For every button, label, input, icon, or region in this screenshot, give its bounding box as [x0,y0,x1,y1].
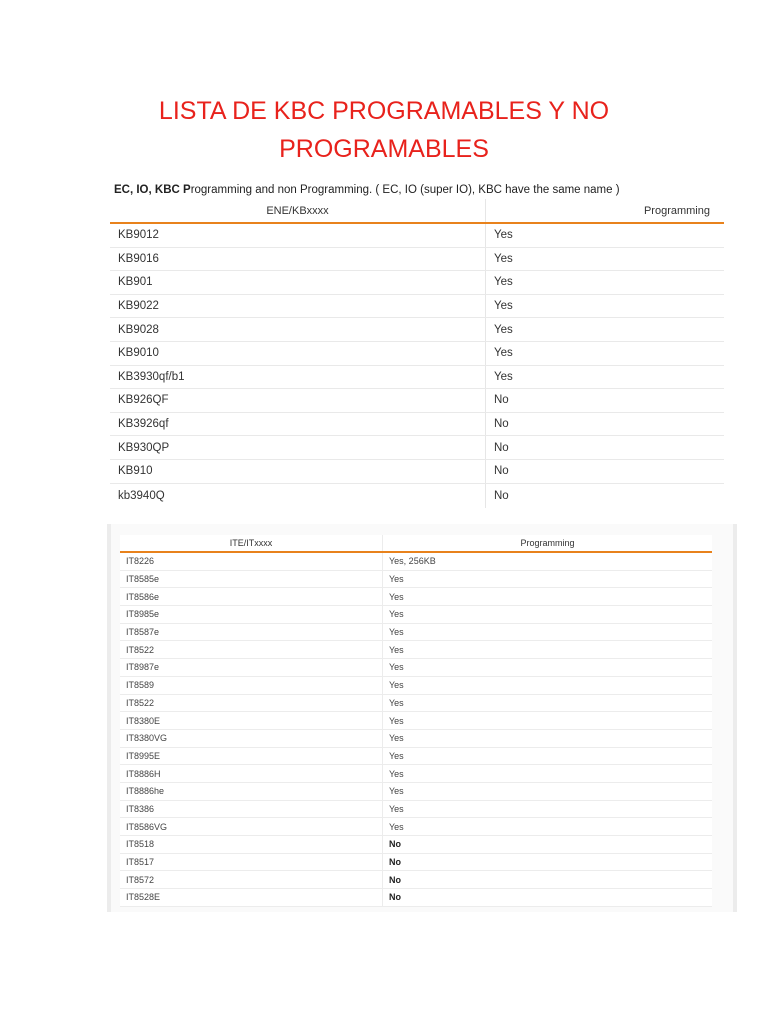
chip-model-cell: KB9016 [110,247,486,271]
programming-status-cell: Yes [486,318,725,342]
programming-status-cell: No [383,889,713,907]
programming-status-cell: Yes [383,641,713,659]
table-row [110,365,724,389]
chip-model-cell: IT8987e [120,659,383,677]
table-row [110,271,724,295]
programming-status-cell: No [486,412,725,436]
table-row [110,459,724,483]
programming-status-cell: Yes [383,606,713,624]
programming-status-cell: Yes [486,223,725,247]
table-row [110,412,724,436]
programming-status-cell: Yes [383,818,713,836]
table-row [110,436,724,460]
table-row [120,836,712,854]
chip-model-cell: IT8518 [120,836,383,854]
table-row [110,294,724,318]
programming-status-cell: Yes [383,729,713,747]
chip-model-cell: IT8522 [120,694,383,712]
chip-model-cell: IT8528E [120,889,383,907]
table-row [110,483,724,508]
chip-model-cell: IT8380VG [120,729,383,747]
programming-column-header: Programming [486,199,725,223]
ite-column-header: ITE/ITxxxx [120,535,383,552]
programming-status-cell: Yes [383,676,713,694]
table-row [120,729,712,747]
table-row [120,623,712,641]
table-row [110,247,724,271]
table-row [120,676,712,694]
programming-status-cell: No [486,436,725,460]
chip-model-cell: KB3926qf [110,412,486,436]
chip-model-cell: IT8572 [120,871,383,889]
table-row [110,318,724,342]
caption-text: rogramming and non Programming. ( EC, IO (super IO), KBC have the same name ) [190,184,620,196]
table-caption [114,184,620,196]
programming-status-cell: No [486,389,725,413]
programming-status-cell: No [494,489,509,502]
caption-bold: EC, IO, KBC P [114,184,191,196]
programming-status-cell: No [383,836,713,854]
table-row [120,765,712,783]
chip-model-cell: KB9022 [110,294,486,318]
chip-model-cell: IT8886H [120,765,383,783]
chip-model-cell: IT8589 [120,676,383,694]
programming-status-cell: Yes [383,623,713,641]
programming-status-cell: Yes [383,570,713,588]
programming-status-cell: Yes [486,247,725,271]
programming-status-cell: Yes [486,271,725,295]
programming-status-cell: Yes [383,659,713,677]
table-row [120,782,712,800]
programming-status-cell: Yes [383,712,713,730]
ite-kbc-table [120,535,712,907]
table-row [120,641,712,659]
chip-model-cell: IT8586e [120,588,383,606]
chip-model-cell: KB9010 [110,341,486,365]
programming-column-header: Programming [383,535,713,552]
programming-status-cell: No [383,853,713,871]
chip-model-cell: IT8517 [120,853,383,871]
chip-model-cell: IT8386 [120,800,383,818]
table-row [110,223,724,247]
programming-status-cell: Yes [383,765,713,783]
table-row [110,389,724,413]
chip-model-cell: KB901 [110,271,486,295]
programming-status-cell: Yes [383,800,713,818]
table-row [120,694,712,712]
chip-model-cell: KB910 [110,459,486,483]
page-title: LISTA DE KBC PROGRAMABLES Y NO PROGRAMABLES [158,97,610,163]
table-row [120,853,712,871]
chip-model-cell: IT8380E [120,712,383,730]
programming-status-cell: Yes [383,588,713,606]
chip-model-cell: KB926QF [110,389,486,413]
table-row [120,871,712,889]
chip-model-cell: KB3930qf/b1 [110,365,486,389]
programming-status-cell: Yes [486,365,725,389]
chip-model-cell: IT8886he [120,782,383,800]
table-row [120,552,712,570]
table-row [110,341,724,365]
chip-model-cell: KB930QP [110,436,486,460]
chip-model-cell: IT8985e [120,606,383,624]
chip-model-cell: IT8522 [120,641,383,659]
chip-model-cell: kb3940Q [110,483,486,508]
table-row [120,747,712,765]
table-row [120,712,712,730]
table-row [120,800,712,818]
table-row [120,659,712,677]
ene-column-header: ENE/KBxxxx [110,199,486,223]
table-row [120,606,712,624]
chip-model-cell: IT8585e [120,570,383,588]
programming-status-cell: Yes [486,294,725,318]
chip-model-cell: IT8226 [120,552,383,570]
programming-status-cell: No [486,459,725,483]
chip-model-cell: IT8995E [120,747,383,765]
table-row [120,570,712,588]
chip-model-cell: KB9028 [110,318,486,342]
programming-status-cell: No [383,871,713,889]
programming-status-cell: Yes [383,782,713,800]
programming-status-cell: Yes [383,694,713,712]
table-row [120,889,712,907]
chip-model-cell: IT8586VG [120,818,383,836]
programming-status-cell: Yes [486,341,725,365]
programming-status-cell: Yes [383,747,713,765]
programming-status-cell: Yes, 256KB [383,552,713,570]
chip-model-cell: IT8587e [120,623,383,641]
table-row [120,588,712,606]
chip-model-cell: KB9012 [110,223,486,247]
table-row [120,818,712,836]
ene-kbc-table [110,199,724,508]
